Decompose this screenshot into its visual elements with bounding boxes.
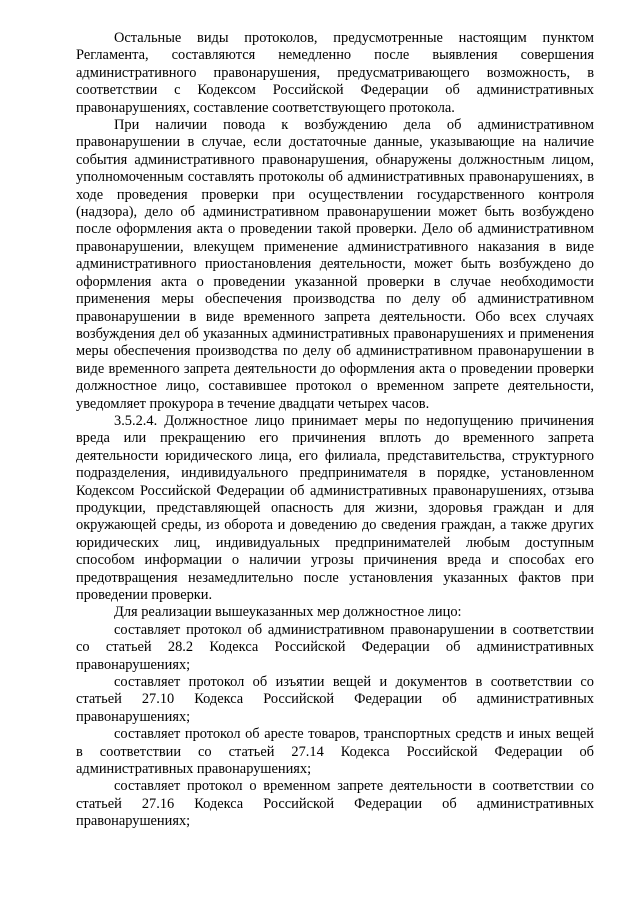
list-item-protocol-27-16: составляет протокол о временном запрете деятельности в соответствии со статьей 27.16 Кодекса Российской Федерации об административных правонарушениях;: [76, 778, 594, 830]
paragraph-protocols-timing: Остальные виды протоколов, предусмотренные настоящим пунктом Регламента, составляются немедленно после выявления совершения административного правонарушения, предусматривающего возможность, в соответствии с Кодексом Российской Федерации об административных правонарушениях, составление соответствующего протокола.: [76, 30, 594, 116]
document-page: [76, 30, 594, 831]
paragraph-case-initiation: При наличии повода к возбуждению дела об административном правонарушении в случае, если достаточные данные, указывающие на наличие события административного правонарушения, обнаружены должностным лицом, уполномоченным составлять протоколы об административных правонарушениях, в ходе проведения проверки при осуществлении государственного контроля (надзора), дело об административном правонарушении может быть возбуждено после оформления акта о проведении такой проверки. Дело об административном правонарушении, влекущем применение административного наказания в виде административного приостановления деятельности, может быть возбуждено до оформления акта о проведении указанной проверки в случае необходимости применения меры обеспечения производства по делу об административном правонарушении в виде временного запрета деятельности. Обо всех случаях возбуждения дел об указанных административных правонарушениях и применения меры обеспечения производства по делу об административном правонарушении в виде временного запрета деятельности до оформления акта о проведении проверки должностное лицо, составившее протокол о временном запрете деятельности, уведомляет прокурора в течение двадцати четырех часов.: [76, 117, 594, 412]
paragraph-measures-intro: Для реализации вышеуказанных мер должностное лицо:: [114, 604, 462, 621]
list-item-protocol-28-2: составляет протокол об административном правонарушении в соответствии со статьей 28.2 Кодекса Российской Федерации об административных правонарушениях;: [76, 621, 594, 673]
list-item-protocol-27-14: составляет протокол об аресте товаров, транспортных средств и иных вещей в соответствии со статьей 27.14 Кодекса Российской Федерации об административных правонарушениях;: [76, 726, 594, 778]
list-item-protocol-27-10: составляет протокол об изъятии вещей и документов в соответствии со статьей 27.10 Кодекса Российской Федерации об административных правонарушениях;: [76, 674, 594, 725]
paragraph-3-5-2-4: 3.5.2.4. Должностное лицо принимает меры по недопущению причинения вреда или прекращению его причинения вплоть до временного запрета деятельности юридического лица, его филиала, представительства, структурного подразделения, индивидуального предпринимателя в порядке, установленном Кодексом Российской Федерации об административных правонарушениях, отзыва продукции, представляющей опасность для жизни, здоровья граждан и для окружающей среды, из оборота и доведению до сведения граждан, а также других юридических лиц, индивидуальных предпринимателей любым доступным способом информации о наличии угрозы причинения вреда и способах его предотвращения незамедлительно после установления указанных фактов при проведении проверки.: [76, 412, 594, 603]
